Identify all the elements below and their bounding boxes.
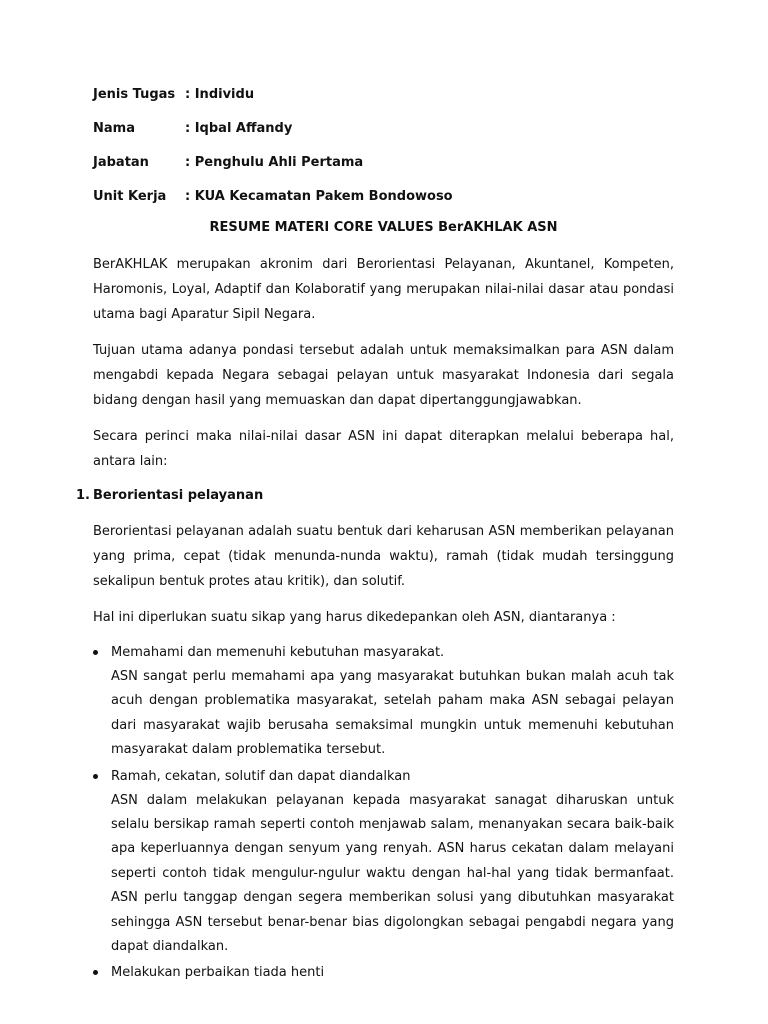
meta-label: Nama — [93, 121, 135, 136]
meta-value: : Iqbal Affandy — [185, 121, 293, 136]
section-paragraph: Hal ini diperlukan suatu sikap yang harus dikedepankan oleh ASN, diantaranya : — [93, 610, 616, 625]
list-item — [93, 641, 674, 763]
bullet-icon — [93, 774, 98, 779]
meta-row-work-unit — [93, 186, 674, 220]
meta-row-name — [93, 118, 674, 152]
bullet-list — [93, 641, 674, 985]
section-heading — [76, 485, 674, 507]
list-item — [93, 765, 674, 960]
meta-value: : Penghulu Ahli Pertama — [185, 155, 364, 170]
intro-paragraph: Secara perinci maka nilai-nilai dasar ASN ini dapat diterapkan melalui beberapa hal, antara lain: — [93, 429, 674, 469]
section-number: 1. — [76, 488, 90, 503]
meta-row-position — [93, 152, 674, 186]
list-item — [93, 961, 674, 985]
meta-value: : KUA Kecamatan Pakem Bondowoso — [185, 189, 453, 204]
bullet-icon — [93, 650, 98, 655]
document-title: RESUME MATERI CORE VALUES BerAKHLAK ASN — [209, 220, 558, 235]
list-item-title: Melakukan perbaikan tiada henti — [111, 965, 325, 981]
list-item-title: Ramah, cekatan, solutif dan dapat diandalkan — [111, 768, 411, 784]
intro-paragraph: BerAKHLAK merupakan akronim dari Berorientasi Pelayanan, Akuntanel, Kompeten, Haromonis, Loyal, Adaptif dan Kolaboratif yang merupakan nilai-nilai dasar atau pondasi utama bagi Aparatur Sipil Negara. — [93, 257, 674, 322]
list-item-body: ASN dalam melakukan pelayanan kepada masyarakat sanagat diharuskan untuk selalu bersikap ramah seperti contoh menjawab salam, menanyakan secara baik-baik apa keperluannya dengan senyum yang renyah. ASN harus cekatan dalam melayani seperti contoh tidak mengulur-ngulur waktu dengan hal-hal yang tidak bermanfaat. ASN perlu tanggap dengan segera memberikan solusi yang dibutuhkan masyarakat sehingga ASN tersebut benar-benar bias digolongkan sebagai pengabdi negara yang dapat diandalkan. — [111, 792, 674, 955]
document-page — [76, 84, 674, 987]
intro-paragraph: Tujuan utama adanya pondasi tersebut adalah untuk memaksimalkan para ASN dalam mengabdi kepada Negara sebagai pelayan untuk masyarakat Indonesia dari segala bidang dengan hasil yang memuaskan dan dapat dipertanggungjawabkan. — [93, 343, 674, 408]
meta-label: Jenis Tugas — [93, 87, 176, 102]
meta-label: Jabatan — [93, 155, 149, 170]
section-paragraph: Berorientasi pelayanan adalah suatu bentuk dari keharusan ASN memberikan pelayanan yang prima, cepat (tidak menunda-nunda waktu), ramah (tidak mudah tersinggung sekalipun bentuk protes atau kritik), dan solutif. — [93, 524, 674, 589]
section-heading-text: Berorientasi pelayanan — [93, 488, 264, 503]
meta-value: : Individu — [185, 87, 255, 102]
bullet-icon — [93, 970, 98, 975]
list-item-body: ASN sangat perlu memahami apa yang masyarakat butuhkan bukan malah acuh tak acuh dengan problematika masyarakat, setelah paham maka ASN sebagai pelayan dari masyarakat wajib berusaha semaksimal mungkin untuk memenuhi kebutuhan masyarakat dalam problematika tersebut. — [111, 669, 674, 758]
meta-row-task-type — [93, 84, 674, 118]
list-item-title: Memahami dan memenuhi kebutuhan masyarakat. — [111, 645, 445, 660]
meta-label: Unit Kerja — [93, 189, 167, 204]
